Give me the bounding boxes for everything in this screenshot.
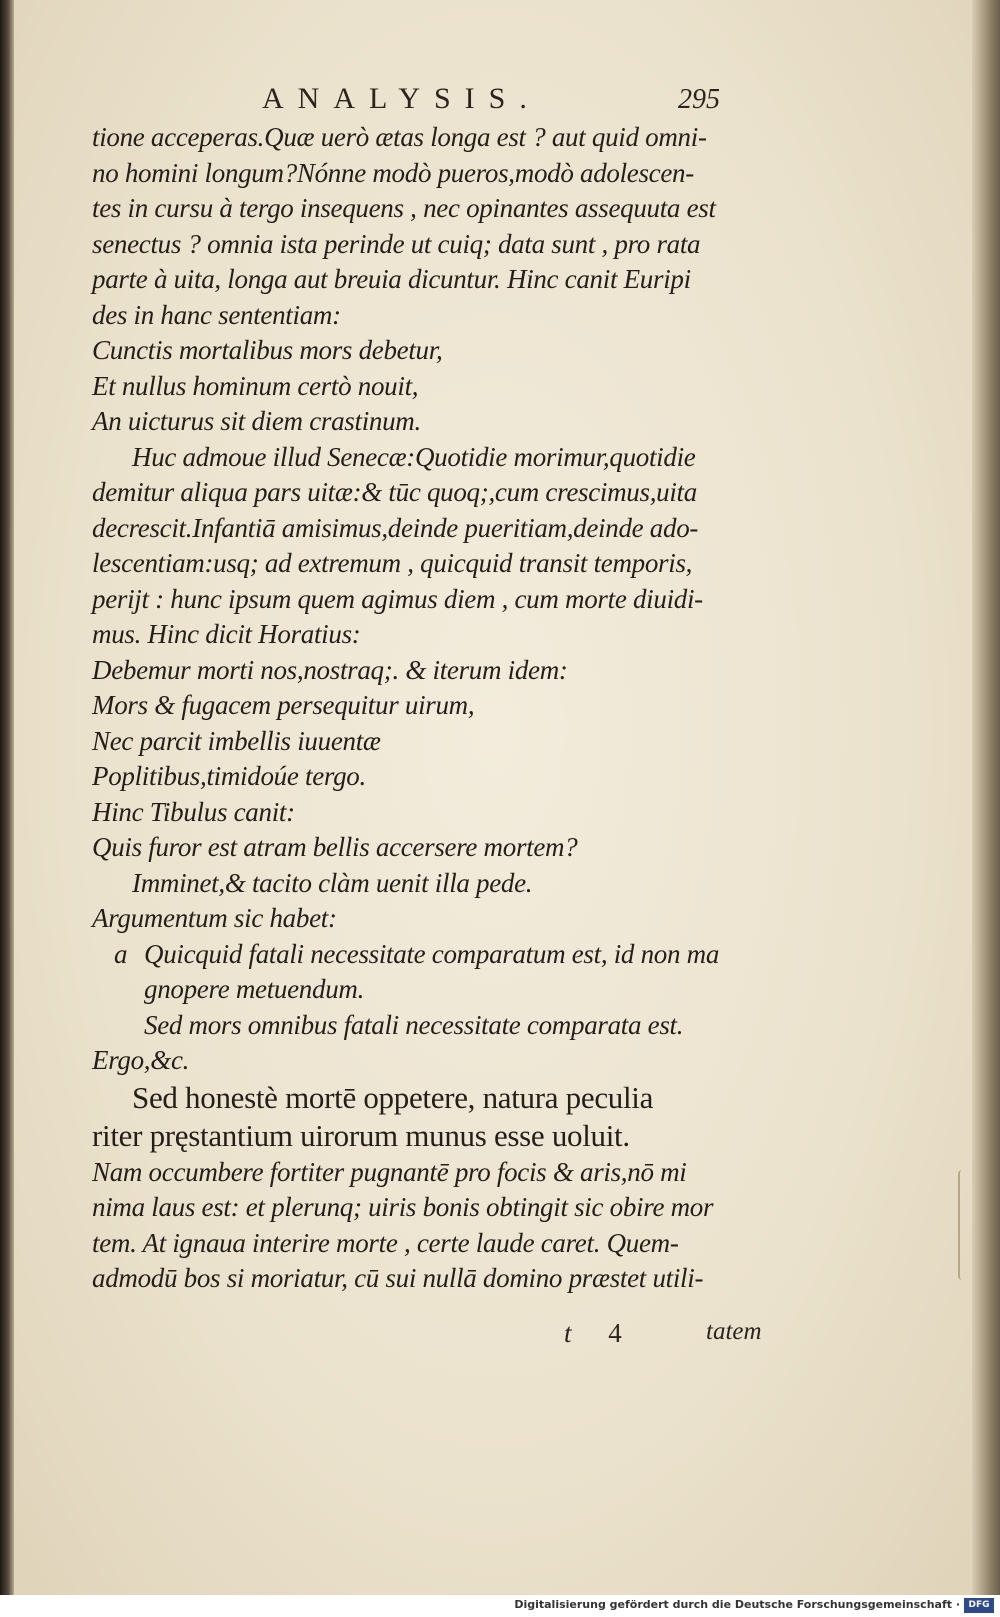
text-line: nima laus est: et plerunq; uiris bonis obtingit sic obire mor — [92, 1192, 714, 1222]
text-line: des in hanc sententiam: — [92, 299, 341, 330]
signature-number: 4 — [608, 1318, 622, 1348]
catchword: tatem — [706, 1318, 762, 1345]
verse-line: Quis furor est atram bellis accersere mortem? — [92, 832, 578, 862]
page-number: 295 — [678, 84, 720, 115]
body-text — [92, 120, 772, 1297]
roman-line: Sed honestè mortē oppetere, natura peculia — [132, 1079, 654, 1115]
verse-line: Et nullus hominum certò nouit, — [92, 370, 419, 401]
syllogism-marker: a — [114, 938, 128, 969]
verse-line: Debemur morti nos,nostraq;. & iterum idem: — [92, 654, 568, 685]
book-page — [14, 0, 972, 1617]
page-edge-tab — [958, 1170, 970, 1280]
text-line: lescentiam:usq; ad extremum , quicquid transit temporis, — [92, 548, 693, 578]
running-head: ANALYSIS. — [262, 82, 541, 115]
verse-line: An uicturus sit diem crastinum. — [92, 406, 421, 436]
funding-credit: Digitalisierung gefördert durch die Deutsche Forschungsgemeinschaft · — [514, 1598, 960, 1611]
syllogism-text: Quicquid fatali necessitate comparatum est, id non ma — [144, 938, 720, 969]
dfg-logo: DFG — [964, 1598, 994, 1613]
text-line: no homini longum?Nónne modò pueros,modò adolescen- — [92, 157, 694, 188]
text-line: decrescit.Infantiā amisimus,deinde pueritiam,deinde ado- — [92, 512, 699, 543]
page-edge — [972, 0, 1000, 1617]
verse-line: Imminet,& tacito clàm uenit illa pede. — [132, 867, 533, 898]
text-line: senectus ? omnia ista perinde ut cuiq; data sunt , pro rata — [92, 228, 701, 259]
text-line: Hinc Tibulus canit: — [92, 796, 295, 827]
syllogism-line: gnopere metuendum. — [144, 974, 365, 1004]
text-line: perijt : hunc ipsum quem agimus diem , cum morte diuidi- — [92, 583, 703, 614]
footer-bar — [0, 1595, 1000, 1617]
text-line: demitur aliqua pars uitæ:& tūc quoq;,cum crescimus,uita — [92, 477, 697, 507]
verse-line: Nec parcit imbellis iuuentæ — [92, 725, 381, 756]
roman-line: riter pręstantium uirorum munus esse uoluit. — [92, 1117, 630, 1153]
verse-line: Poplitibus,timidoúe tergo. — [92, 761, 366, 791]
text-line: Nam occumbere fortiter pugnantē pro focis & aris,nō mi — [92, 1156, 687, 1187]
signature-letter: t — [564, 1318, 572, 1348]
verse-line: Mors & fugacem persequitur uirum, — [92, 690, 475, 720]
text-line: Argumentum sic habet: — [92, 903, 337, 933]
text-line: mus. Hinc dicit Horatius: — [92, 619, 361, 649]
text-line: admodū bos si moriatur, cū sui nullā domino præstet utili- — [92, 1263, 704, 1293]
text-line: tem. At ignaua interire morte , certe laude caret. Quem- — [92, 1227, 679, 1258]
text-line: Ergo,&c. — [92, 1045, 190, 1075]
syllogism-line — [92, 937, 772, 973]
text-line: tione acceperas.Quæ uerò ætas longa est ? aut quid omni- — [92, 122, 707, 152]
syllogism-line: Sed mors omnibus fatali necessitate comparata est. — [144, 1009, 684, 1040]
text-line: parte à uita, longa aut breuia dicuntur. Hinc canit Euripi — [92, 264, 691, 294]
verse-line: Cunctis mortalibus mors debetur, — [92, 335, 443, 365]
signature-mark — [564, 1318, 622, 1349]
text-line: tes in cursu à tergo insequens , nec opinantes assequuta est — [92, 193, 716, 223]
book-gutter — [0, 0, 14, 1617]
text-line: Huc admoue illud Senecæ:Quotidie morimur,quotidie — [132, 441, 696, 472]
